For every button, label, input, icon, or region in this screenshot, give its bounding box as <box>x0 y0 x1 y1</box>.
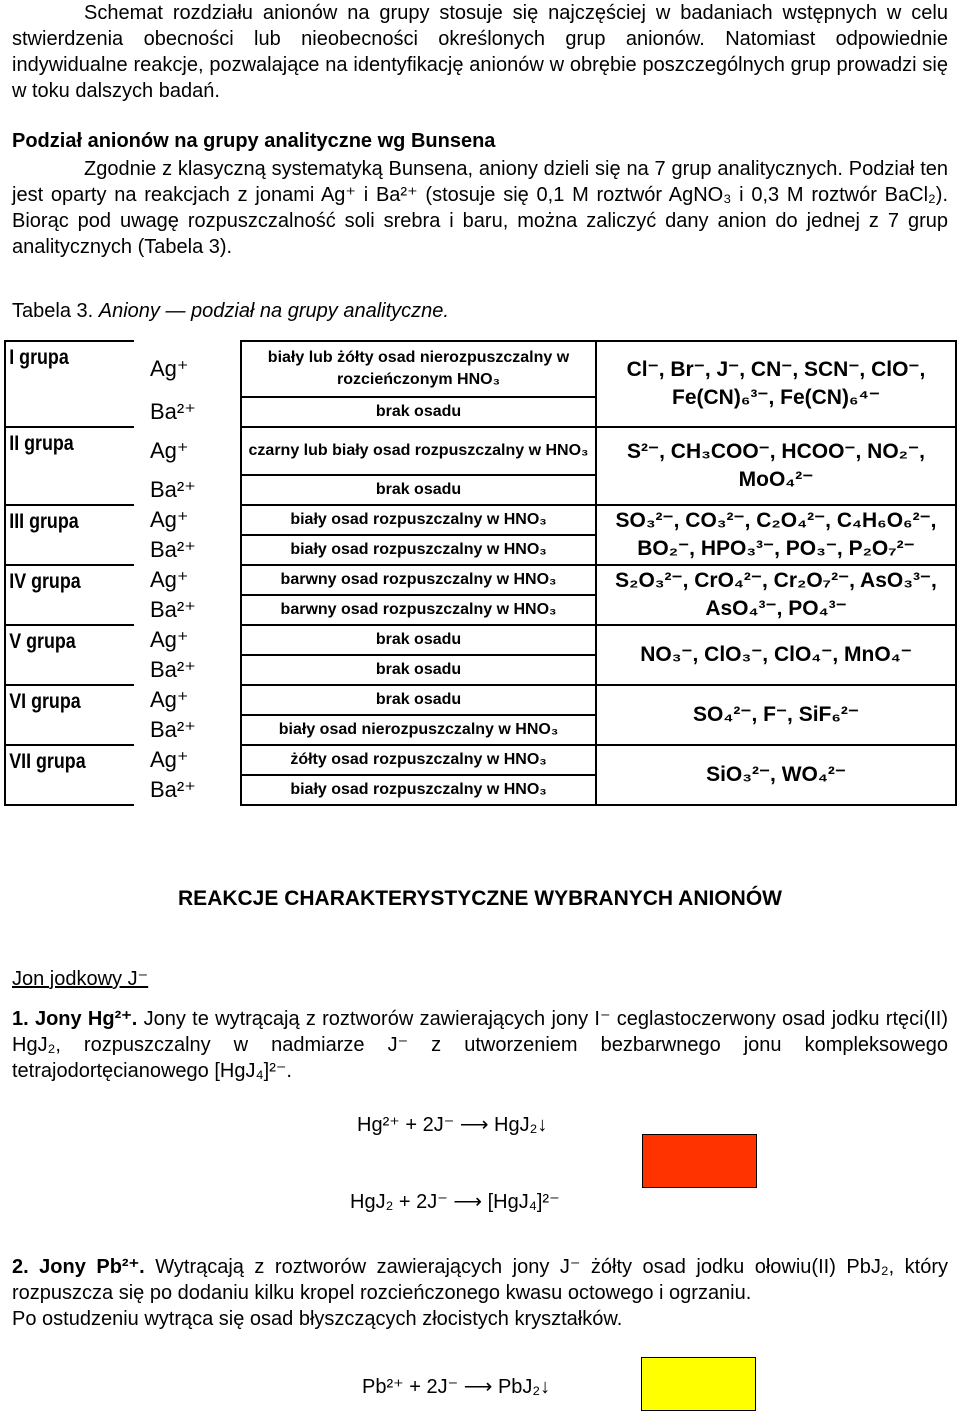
anion-groups-table <box>4 340 957 806</box>
ba-ion: Ba²⁺ <box>134 535 241 565</box>
ag-observation: biały osad rozpuszczalny w HNO₃ <box>241 505 596 535</box>
ag-observation: brak osadu <box>241 685 596 715</box>
item2-continuation: Po ostudzeniu wytrąca się osad błyszczących złocistych kryształków. <box>12 1308 623 1330</box>
item1-label: 1. Jony Hg²⁺. <box>12 1008 138 1030</box>
group-anions: SO₃²⁻, CO₃²⁻, C₂O₄²⁻, C₄H₆O₆²⁻, BO₂⁻, HPO₃³⁻, PO₃⁻, P₂O₇²⁻ <box>596 505 956 565</box>
ag-observation: barwny osad rozpuszczalny w HNO₃ <box>241 565 596 595</box>
ag-ion: Ag⁺ <box>134 341 241 397</box>
ba-observation: biały osad rozpuszczalny w HNO₃ <box>241 535 596 565</box>
group-name: II grupa <box>5 427 115 505</box>
ag-ion: Ag⁺ <box>134 685 241 715</box>
group-name: I grupa <box>5 341 115 427</box>
table-row <box>5 505 956 535</box>
ba-observation: biały osad rozpuszczalny w HNO₃ <box>241 775 596 805</box>
table-row <box>5 341 956 397</box>
group-anions: S₂O₃²⁻, CrO₄²⁻, Cr₂O₇²⁻, AsO₃³⁻, AsO₄³⁻, PO₄³⁻ <box>596 565 956 625</box>
ag-observation: żółty osad rozpuszczalny w HNO₃ <box>241 745 596 775</box>
item2-paragraph <box>12 1254 948 1332</box>
reactions-title: REAKCJE CHARAKTERYSTYCZNE WYBRANYCH ANIONÓW <box>178 887 782 910</box>
ba-observation: biały osad nierozpuszczalny w HNO₃ <box>241 715 596 745</box>
group-name: VII grupa <box>5 745 115 805</box>
item2-label: 2. Jony Pb²⁺. <box>12 1256 145 1278</box>
table-caption-title: Aniony — podział na grupy analityczne. <box>98 300 449 322</box>
item1-paragraph <box>12 1006 948 1084</box>
ba-observation: barwny osad rozpuszczalny w HNO₃ <box>241 595 596 625</box>
ba-ion: Ba²⁺ <box>134 715 241 745</box>
ba-ion: Ba²⁺ <box>134 595 241 625</box>
table-row <box>5 685 956 715</box>
table-row <box>5 427 956 475</box>
table-row <box>5 745 956 775</box>
group-anions: NO₃⁻, ClO₃⁻, ClO₄⁻, MnO₄⁻ <box>596 625 956 685</box>
bunsen-paragraph: Zgodnie z klasyczną systematyką Bunsena, aniony dzieli się na 7 grup analitycznych. Podział ten jest oparty na reakcjach z jonami Ag⁺ i Ba²⁺ (stosuje się 0,1 M roztwór AgNO₃ i 0,3 M roztwór BaCl₂). Biorąc pod uwagę rozpuszczalność soli srebra i baru, można zaliczyć dany anion do jednej z 7 grup analitycznych (Tabela 3). <box>12 158 948 258</box>
hgj2-precipitate-swatch <box>642 1134 757 1188</box>
ba-ion: Ba²⁺ <box>134 655 241 685</box>
equation-pb: Pb²⁺ + 2J⁻ ⟶ PbJ₂↓ <box>362 1376 551 1398</box>
group-name: III grupa <box>5 505 115 565</box>
group-name: IV grupa <box>5 565 115 625</box>
ag-ion: Ag⁺ <box>134 427 241 475</box>
ag-ion: Ag⁺ <box>134 505 241 535</box>
table-row <box>5 625 956 655</box>
ag-ion: Ag⁺ <box>134 565 241 595</box>
equation-hg-2: HgJ₂ + 2J⁻ ⟶ [HgJ₄]²⁻ <box>350 1191 560 1213</box>
ba-ion: Ba²⁺ <box>134 775 241 805</box>
intro-paragraph: Schemat rozdziału anionów na grupy stosuje się najczęściej w badaniach wstępnych w celu stwierdzenia obecności lub nieobecności określonych grup anionów. Natomiast odpowiednie indywidualne reakcje, pozwalające na identyfikację anionów w obrębie poszczególnych grup prowadzi się w toku dalszych badań. <box>12 2 948 102</box>
ba-observation: brak osadu <box>241 475 596 505</box>
group-anions: SO₄²⁻, F⁻, SiF₆²⁻ <box>596 685 956 745</box>
ag-ion: Ag⁺ <box>134 625 241 655</box>
item1-text: Jony te wytrącają z roztworów zawierających jony I⁻ ceglastoczerwony osad jodku rtęci(II) HgJ₂, rozpuszczalny w nadmiarze J⁻ z utworzeniem bezbarwnego jonu kompleksowego tetrajodortęcianowego [HgJ₄]²⁻. <box>12 1008 949 1082</box>
group-anions: SiO₃²⁻, WO₄²⁻ <box>596 745 956 805</box>
iodide-subsection <box>12 966 948 992</box>
ag-observation: czarny lub biały osad rozpuszczalny w HNO₃ <box>241 427 596 475</box>
group-name: VI grupa <box>5 685 115 745</box>
section-heading-bunsen: Podział anionów na grupy analityczne wg Bunsena <box>12 130 496 152</box>
group-anions: S²⁻, CH₃COO⁻, HCOO⁻, NO₂⁻, MoO₄²⁻ <box>596 427 956 505</box>
ba-ion: Ba²⁺ <box>134 475 241 505</box>
ag-ion: Ag⁺ <box>134 745 241 775</box>
ag-observation: biały lub żółty osad nierozpuszczalny w rozcieńczonym HNO₃ <box>241 341 596 397</box>
ba-observation: brak osadu <box>241 397 596 427</box>
table-row <box>5 565 956 595</box>
pbj2-precipitate-swatch <box>641 1357 756 1411</box>
ba-observation: brak osadu <box>241 655 596 685</box>
ba-ion: Ba²⁺ <box>134 397 241 427</box>
iodide-subsection-title: Jon jodkowy J⁻ <box>12 968 149 990</box>
equation-hg-1: Hg²⁺ + 2J⁻ ⟶ HgJ₂↓ <box>357 1114 548 1136</box>
group-name: V grupa <box>5 625 115 685</box>
table-caption-prefix: Tabela 3. <box>12 300 99 322</box>
ag-observation: brak osadu <box>241 625 596 655</box>
table-caption <box>12 298 948 324</box>
group-anions: Cl⁻, Br⁻, J⁻, CN⁻, SCN⁻, ClO⁻, Fe(CN)₆³⁻, Fe(CN)₆⁴⁻ <box>596 341 956 427</box>
item2-text: Wytrącają z roztworów zawierających jony J⁻ żółty osad jodku ołowiu(II) PbJ₂, który rozpuszcza się po dodaniu kilku kropel rozcieńczonego kwasu octowego i ogrzaniu. <box>12 1256 948 1304</box>
